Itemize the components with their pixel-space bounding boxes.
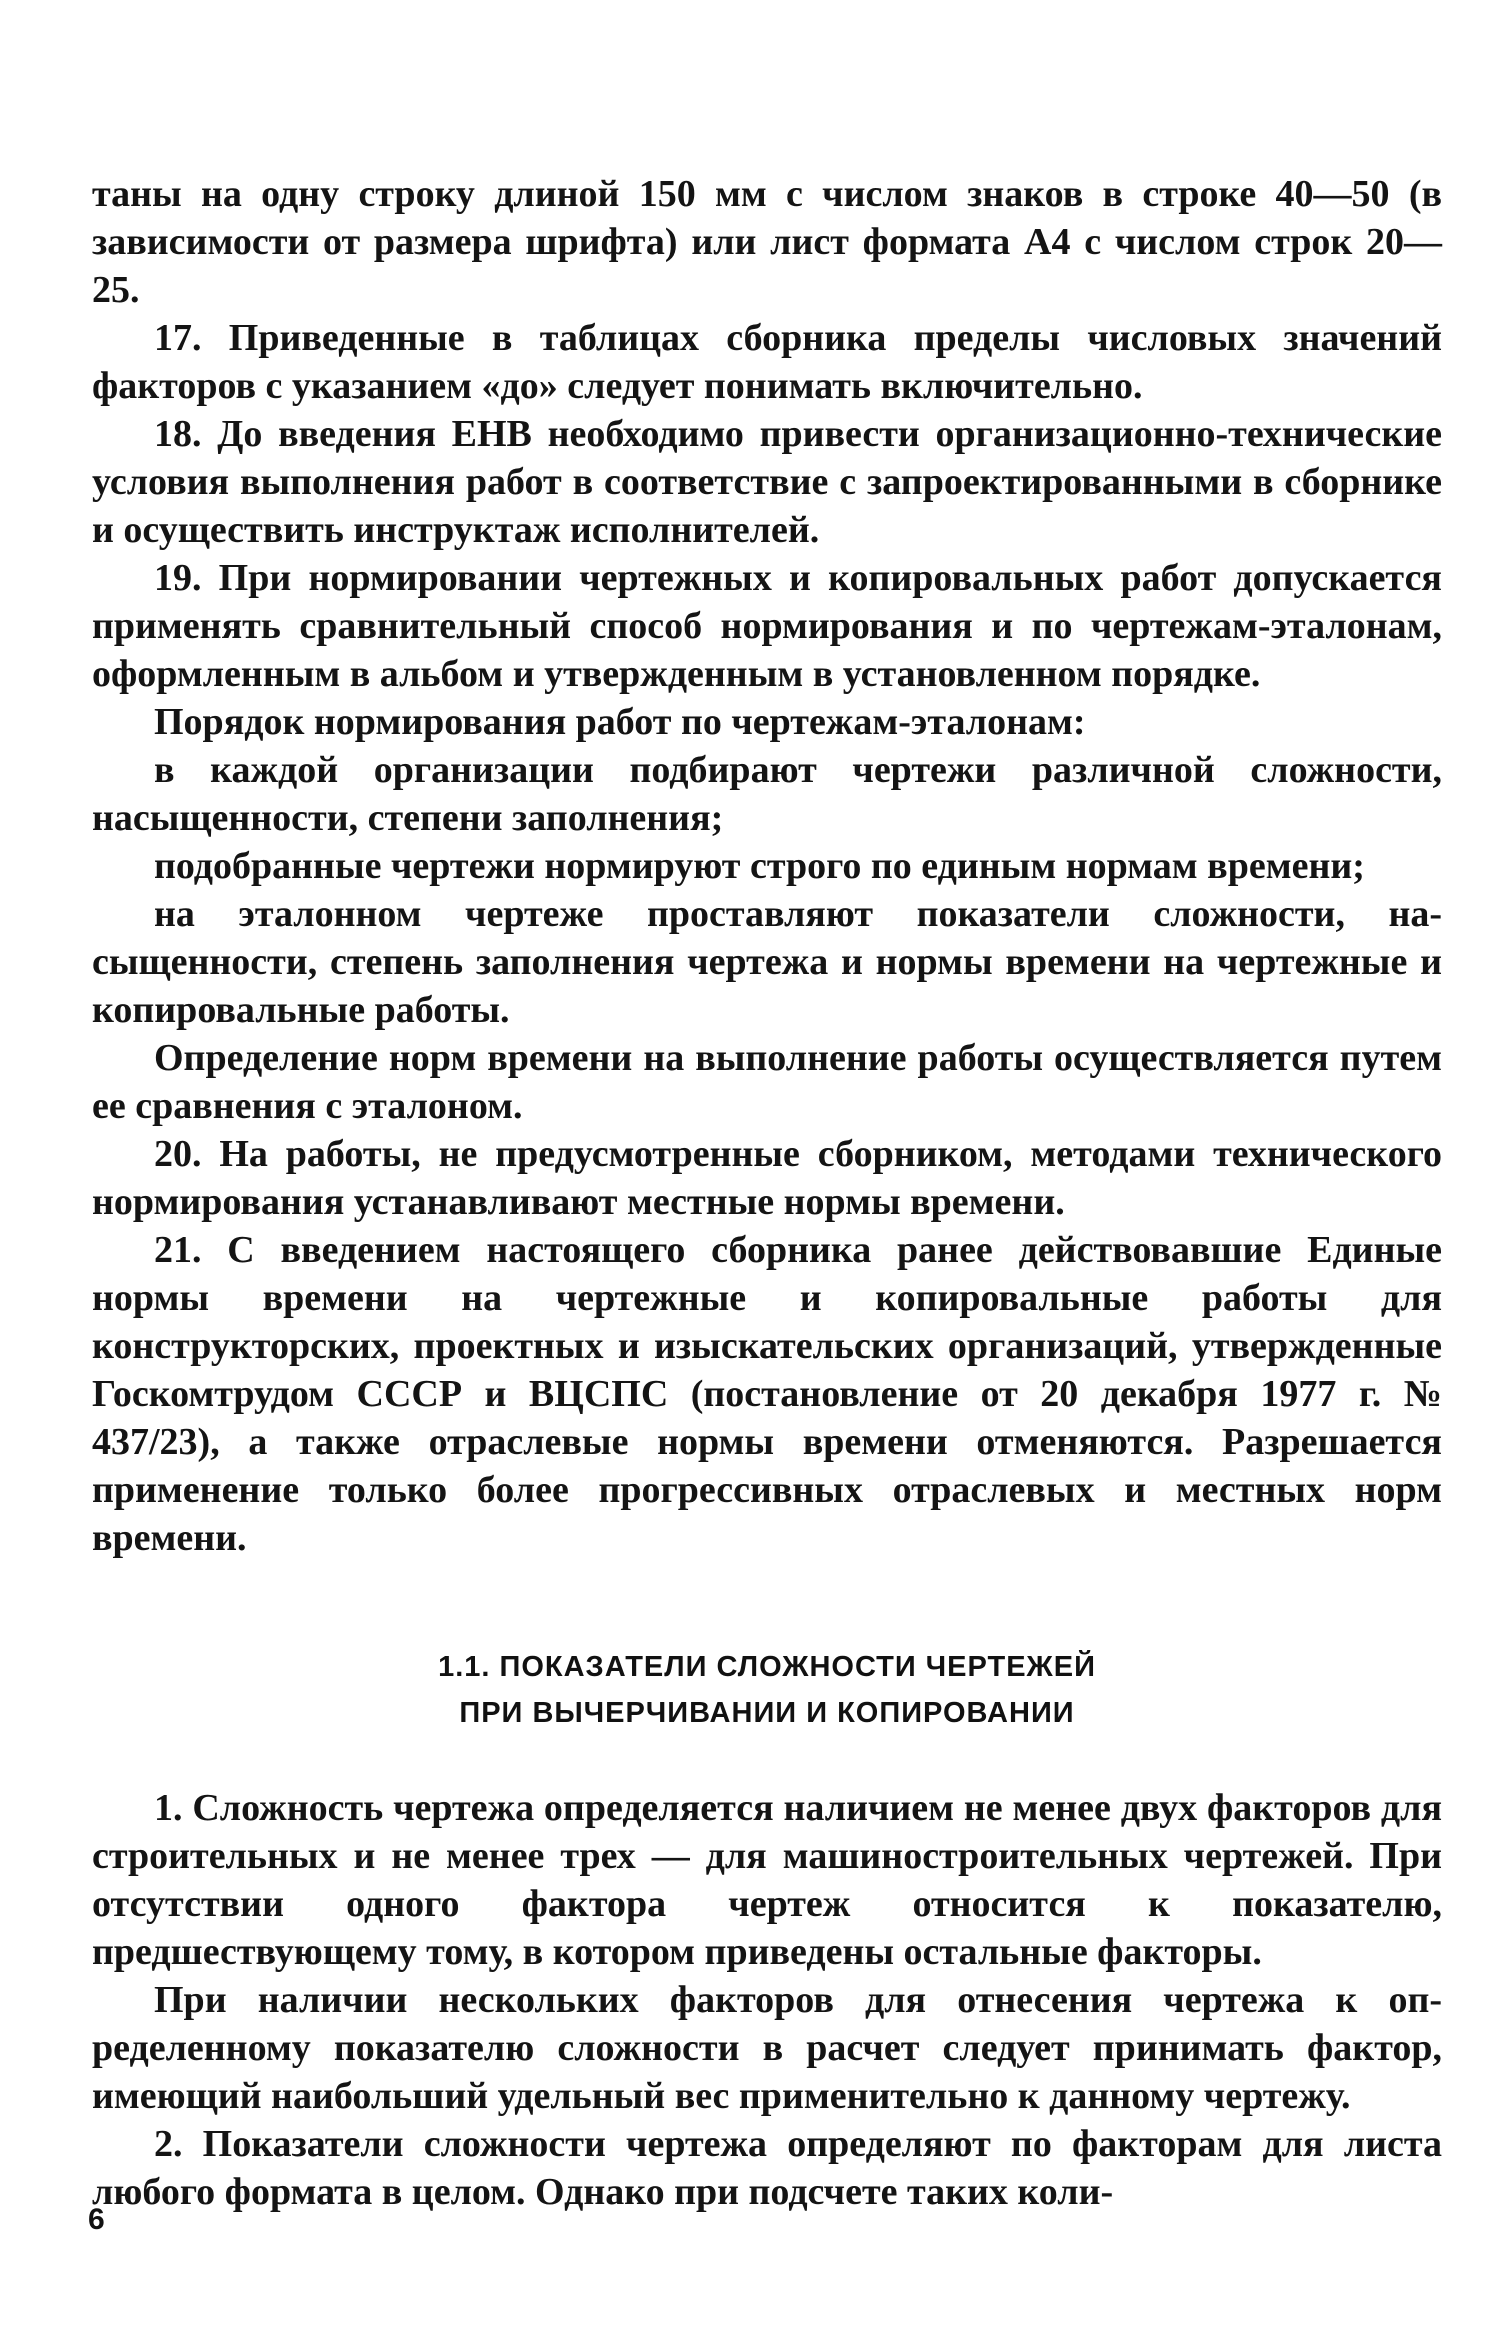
paragraph-order-heading: Порядок нормирования работ по чертежам-эталонам: bbox=[154, 701, 1086, 743]
paragraph-order-step-3: на эталонном чертеже проставляют показатели сложности, насыщенности, степень заполнения чертежа и нормы времени на чертежные и копировальные работы. bbox=[92, 893, 1442, 1031]
document-page bbox=[92, 170, 1442, 2216]
paragraph-section-item-1b: При наличии нескольких факторов для отнесения чертежа к определенному показателю сложности в расчет следует принимать фактор, имеющий наибольший удельный вес применительно к данному чертежу. bbox=[92, 1979, 1442, 2117]
paragraph-item-21: 21. С введением настоящего сборника ранее действовавшие Единые нормы времени на чертежные и копировальные работы для конструкторских, проектных и изыскательских организаций, утвержденные Госкомтрудом СССР и ВЦСПС (постановление от 20 декабря 1977 г. № 437/23), а также отраслевые нормы времени отменяются. Разрешается применение только более прогрессивных отраслевых и местных норм времени. bbox=[92, 1229, 1442, 1559]
page-number: 6 bbox=[88, 2203, 105, 2236]
paragraph-order-step-2: подобранные чертежи нормируют строго по единым нормам времени; bbox=[154, 845, 1365, 887]
paragraph-item-17: 17. Приведенные в таблицах сборника пределы числовых значений факторов с указанием «до» следует понимать включительно. bbox=[92, 317, 1442, 407]
section-heading-line-2: ПРИ ВЫЧЕРЧИВАНИИ И КОПИРОВАНИИ bbox=[459, 1697, 1075, 1729]
section-heading bbox=[92, 1644, 1442, 1736]
paragraph-item-19: 19. При нормировании чертежных и копировальных работ допускается применять сравнительный способ нормирования и по чертежам-эталонам, оформленным в альбом и утвержденным в установленном порядке. bbox=[92, 557, 1442, 695]
paragraph-item-20: 20. На работы, не предусмотренные сборником, методами технического нормирования устанавливают местные нормы времени. bbox=[92, 1133, 1442, 1223]
paragraph-section-item-1: 1. Сложность чертежа определяется наличием не менее двух факторов для строительных и не менее трех — для машиностроительных чертежей. При отсутствии одного фактора чертеж относится к показателю, предшествующему тому, в котором приведены остальные факторы. bbox=[92, 1787, 1442, 1973]
paragraph-section-item-2: 2. Показатели сложности чертежа определяют по факторам для листа любого формата в целом. Однако при подсчете таких коли- bbox=[92, 2123, 1442, 2213]
paragraph-order-step-1: в каждой организации подбирают чертежи различной сложности, насыщенности, степени заполнения; bbox=[92, 749, 1442, 839]
section-heading-line-1: 1.1. ПОКАЗАТЕЛИ СЛОЖНОСТИ ЧЕРТЕЖЕЙ bbox=[438, 1651, 1096, 1683]
paragraph-item-18: 18. До введения ЕНВ необходимо привести организационно-технические условия выполнения работ в соответствие с запроектированными в сборнике и осуществить инструктаж исполнителей. bbox=[92, 413, 1442, 551]
paragraph-order-step-4: Определение норм времени на выполнение работы осуществляется путем ее сравнения с эталоном. bbox=[92, 1037, 1442, 1127]
paragraph-continuation: таны на одну строку длиной 150 мм с числом знаков в строке 40—50 (в зависимости от размера шрифта) или лист формата А4 с числом строк 20—25. bbox=[92, 173, 1442, 311]
